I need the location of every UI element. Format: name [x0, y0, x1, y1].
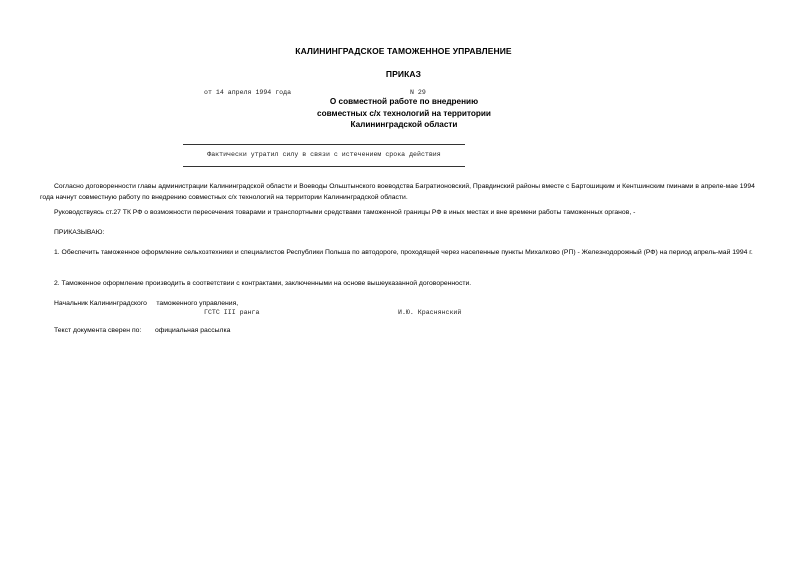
- organization-header: КАЛИНИНГРАДСКОЕ ТАМОЖЕННОЕ УПРАВЛЕНИЕ: [295, 46, 512, 56]
- order-item-2: 2. Таможенное оформление производить в соответствии с контрактами, заключенными на основе вышеуказанной договоренности.: [54, 280, 472, 287]
- order-number: N 29: [410, 89, 426, 96]
- document-type: ПРИКАЗ: [385, 69, 422, 79]
- order-date: от 14 апреля 1994 года: [204, 89, 292, 96]
- order-title-line: совместных с/х технологий на территории: [317, 108, 491, 118]
- order-title-line: Калининградской области: [350, 120, 458, 129]
- signature-name: И.Ю. Краснянский: [398, 309, 462, 316]
- order-item-1: 1. Обеспечить таможенное оформление сельхозтехники и специалистов Республики Польша по автодороге, проходящей через населенные пункты Михалково (РП) - Железнодорожный (РФ) на период апрель-май 1994 г.: [54, 249, 753, 256]
- order-title: [280, 96, 528, 131]
- order-title-line: О совместной работе по внедрению: [329, 97, 479, 106]
- divider-top: [183, 144, 465, 145]
- paragraph-agreement: Согласно договоренности главы администрации Калининградской области и Воеводы Ольштынского воеводства Багратионовский, Правдинский районы вместе с Бартошицким и Кентшинским гминами в апреле-мае 1994 года начнут совместную работу по внедрению совместных с/х технологий на территории Калининградской области.: [40, 183, 755, 201]
- footer-label: Текст документа сверен по:: [54, 327, 142, 334]
- signature-rank: ГСТС III ранга: [204, 309, 260, 316]
- status-note: Фактически утратил силу в связи с истечением срока действия: [207, 151, 441, 158]
- paragraph-legal-basis: Руководствуясь ст.27 ТК РФ о возможности пересечения товарами и транспортными средствами таможенной границы РФ в иных местах и вне времени работы таможенных органов, -: [54, 209, 636, 216]
- divider-bottom: [183, 166, 465, 167]
- order-word: ПРИКАЗЫВАЮ:: [54, 229, 105, 236]
- footer-value: официальная рассылка: [155, 327, 231, 334]
- signature-position: Начальник Калининградского таможенного управления,: [54, 300, 239, 307]
